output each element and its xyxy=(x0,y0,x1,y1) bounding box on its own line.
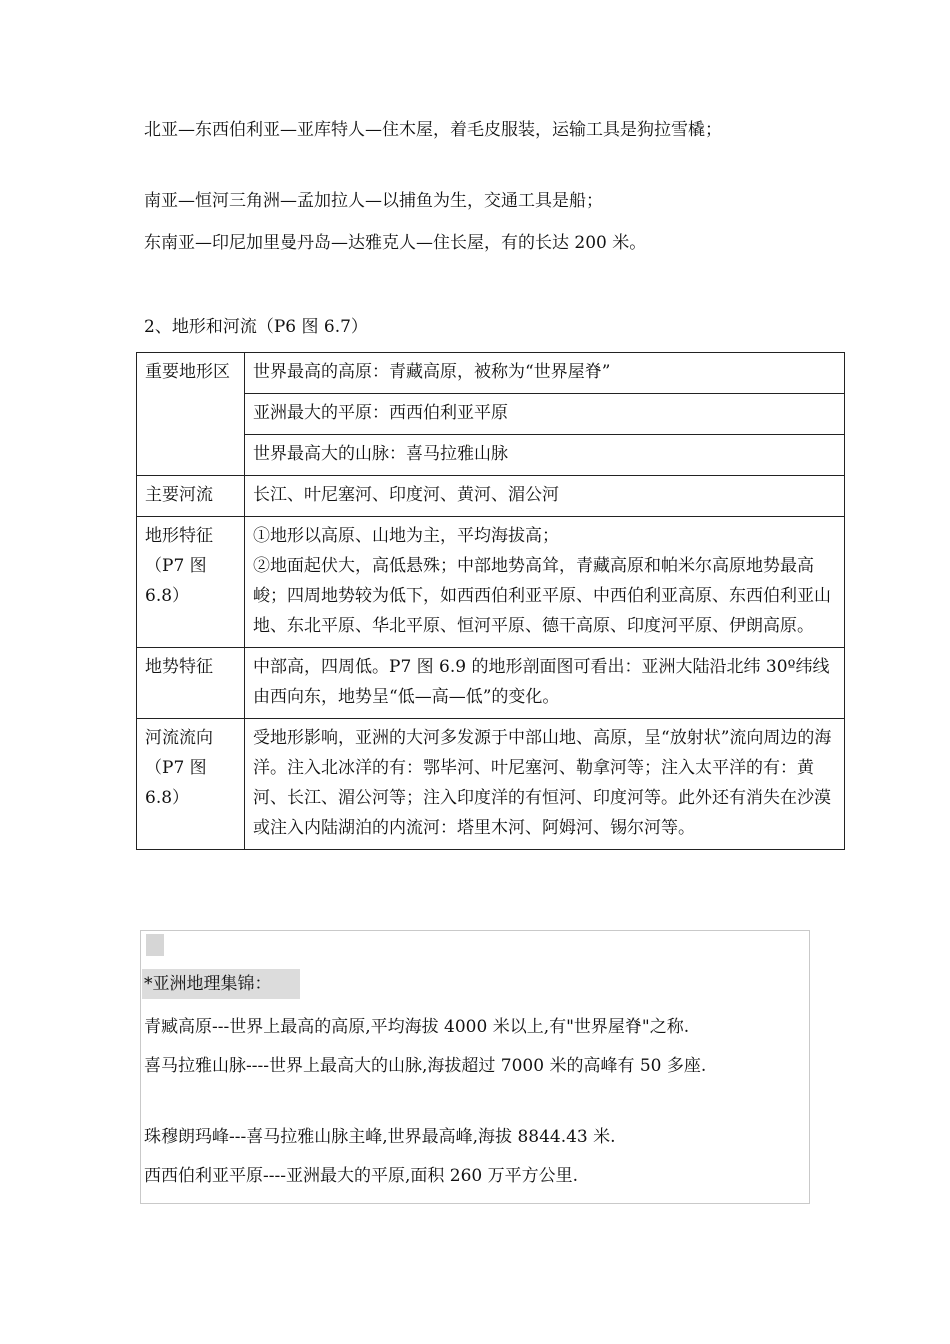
section-heading: 2、地形和河流（P6 图 6.7） xyxy=(144,317,368,337)
features-label: 地形特征 xyxy=(145,526,213,546)
table-row xyxy=(137,648,845,719)
intro-southeast-asia: 东南亚—印尼加里曼丹岛—达雅克人—住长屋，有的长达 200 米。 xyxy=(144,233,647,253)
flow-text: 受地形影响，亚洲的大河多发源于中部山地、高原，呈“放射状”流向周边的海洋。注入北冰洋的有：鄂毕河、叶尼塞河、勒拿河等；注入太平洋的有：黄河、长江、湄公河等；注入印度洋的有恒河、印度河等。此外还有消失在沙漠或注入内陆湖泊的内流河：塔里木河、阿姆河、锡尔河等。 xyxy=(245,719,845,850)
rivers-label: 主要河流 xyxy=(137,476,245,517)
fact-line-himalaya: 喜马拉雅山脉----世界上最高大的山脉,海拔超过 7000 米的高峰有 50 多座. xyxy=(144,1056,707,1076)
table-row xyxy=(137,517,845,648)
relief-label: 地势特征 xyxy=(137,648,245,719)
table-row xyxy=(137,353,845,394)
terrain-item-mountains: 世界最高大的山脉：喜马拉雅山脉 xyxy=(245,435,845,476)
intro-south-asia: 南亚—恒河三角洲—孟加拉人—以捕鱼为生，交通工具是船； xyxy=(144,191,603,211)
terrain-item-plain: 亚洲最大的平原：西西伯利亚平原 xyxy=(245,394,845,435)
terrain-item-plateau: 世界最高的高原：青藏高原，被称为“世界屋脊” xyxy=(245,353,845,394)
fact-line-everest: 珠穆朗玛峰---喜马拉雅山脉主峰,世界最高峰,海拔 8844.43 米. xyxy=(144,1127,616,1147)
terrain-rivers-table xyxy=(136,352,845,850)
relief-text: 中部高，四周低。P7 图 6.9 的地形剖面图可看出：亚洲大陆沿北纬 30º纬线由西向东，地势呈“低—高—低”的变化。 xyxy=(245,648,845,719)
fact-line-plateau: 青臧高原---世界上最高的高原,平均海拔 4000 米以上,有"世界屋脊"之称. xyxy=(144,1017,690,1037)
features-sublabel: （P7 图 6.8） xyxy=(145,556,207,606)
flow-label: 河流流向（P7 图 6.8） xyxy=(137,719,245,850)
features-point-2: ②地面起伏大，高低悬殊；中部地势高耸，青藏高原和帕米尔高原地势最高峻；四周地势较为低下，如西西伯利亚平原、中西伯利亚高原、东西伯利亚山地、东北平原、华北平原、恒河平原、德干高原、印度河平原、伊朗高原。 xyxy=(253,556,831,636)
fact-line-plain: 西西伯利亚平原----亚洲最大的平原,面积 260 万平方公里. xyxy=(144,1166,579,1186)
rivers-text: 长江、叶尼塞河、印度河、黄河、湄公河 xyxy=(245,476,845,517)
intro-north-asia: 北亚—东西伯利亚—亚库特人—住木屋，着毛皮服装，运输工具是狗拉雪橇； xyxy=(144,120,722,140)
box-title: *亚洲地理集锦： xyxy=(142,969,300,999)
table-row xyxy=(137,476,845,517)
features-label-cell xyxy=(137,517,245,648)
features-cell xyxy=(245,517,845,648)
table-row xyxy=(137,719,845,850)
box-marker xyxy=(146,934,164,956)
features-point-1: ①地形以高原、山地为主，平均海拔高； xyxy=(253,526,559,546)
terrain-label: 重要地形区 xyxy=(137,353,245,476)
